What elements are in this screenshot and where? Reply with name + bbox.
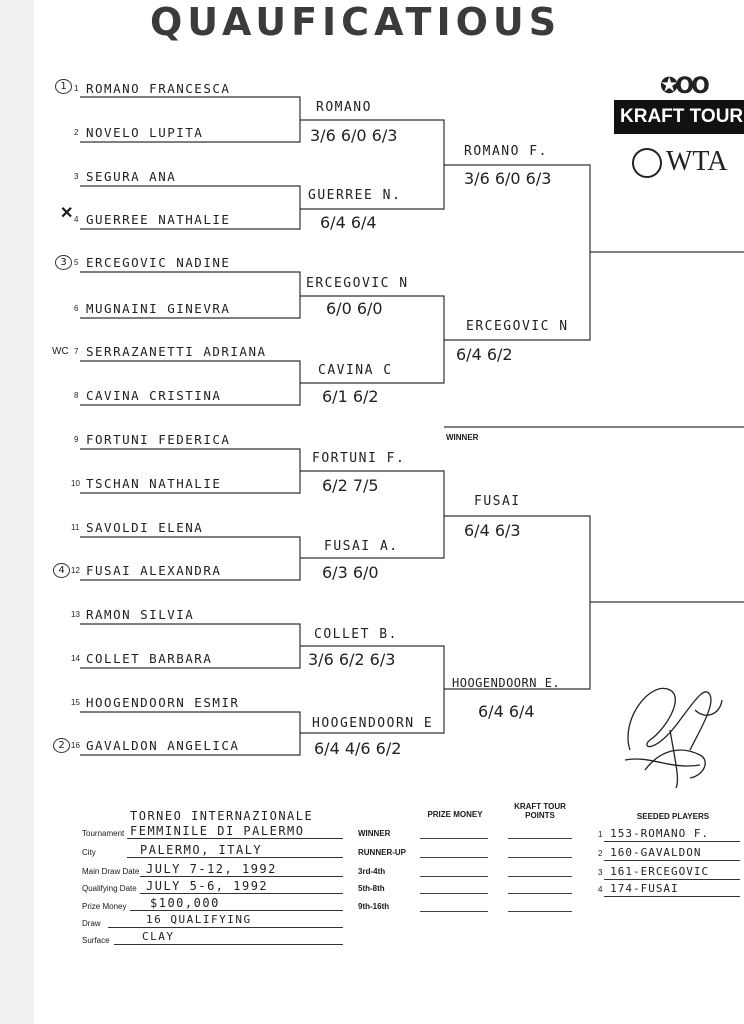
draw-number: 5 — [74, 258, 79, 267]
draw-number: 4 — [74, 215, 79, 224]
winner-name: COLLET B. — [314, 627, 398, 642]
match-score: 6/0 6/0 — [326, 299, 383, 318]
winner-name: CAVINA C — [318, 363, 393, 378]
points-line — [508, 857, 572, 858]
seeded-player — [598, 865, 709, 878]
underline — [604, 841, 740, 842]
match-score: 6/4 4/6 6/2 — [314, 739, 402, 758]
seed-number: 4 — [598, 885, 603, 894]
draw-number: 11 — [71, 523, 80, 532]
match-score: 6/4 6/3 — [464, 521, 521, 540]
winner-name: GUERREE N. — [308, 188, 402, 203]
underline — [140, 876, 343, 877]
prize-money-header: PRIZE MONEY — [427, 810, 483, 819]
underline — [108, 927, 343, 928]
entry-name: COLLET BARBARA — [86, 651, 213, 666]
seed-ranking: 153-ROMANO F. — [610, 827, 710, 840]
draw-number: 6 — [74, 304, 79, 313]
underline — [130, 910, 343, 911]
seeded-players-header: SEEDED PLAYERS — [636, 812, 710, 821]
prize-money-value: $100,000 — [150, 896, 220, 910]
draw-number: 10 — [71, 479, 80, 488]
draw-number: 12 — [71, 566, 80, 575]
draw-number: 8 — [74, 391, 79, 400]
prize-line — [420, 838, 488, 839]
prize-row-label: WINNER — [358, 829, 391, 838]
draw-label: Draw — [82, 919, 101, 928]
draw-number: 16 — [71, 741, 80, 750]
entry-name: GAVALDON ANGELICA — [86, 738, 240, 753]
referee-signature — [610, 660, 730, 790]
entry-name: TSCHAN NATHALIE — [86, 476, 222, 491]
prize-line — [420, 876, 488, 877]
underline — [127, 838, 343, 839]
prize-row-label: 5th-8th — [358, 884, 385, 893]
tournament-label: Tournament — [82, 829, 125, 838]
entry-name: SEGURA ANA — [86, 169, 177, 184]
entry-name: HOOGENDOORN ESMIR — [86, 695, 240, 710]
draw-number: 2 — [74, 128, 79, 137]
main-draw-value: JULY 7-12, 1992 — [146, 862, 277, 876]
winner-name: FUSAI A. — [324, 539, 399, 554]
points-line — [508, 838, 572, 839]
draw-number: 1 — [74, 84, 79, 93]
underline — [604, 896, 740, 897]
match-score: 3/6 6/0 6/3 — [310, 126, 398, 145]
prize-money-label: Prize Money — [82, 902, 127, 911]
tournament-name-line-1: TORNEO INTERNAZIONALE — [130, 809, 314, 823]
seed-ranking: 174-FUSAI — [610, 882, 679, 895]
points-line — [508, 911, 572, 912]
entry-name: GUERREE NATHALIE — [86, 212, 231, 227]
seed-badge: 1 — [55, 79, 72, 94]
prize-line — [420, 893, 488, 894]
winner-name: ROMANO F. — [464, 144, 548, 159]
entry-name: ERCEGOVIC NADINE — [86, 255, 231, 270]
page-title: QUAUFICATIOUS — [150, 0, 562, 44]
seed-badge: 3 — [55, 255, 72, 270]
qualifying-date-value: JULY 5-6, 1992 — [146, 879, 269, 893]
underline — [127, 857, 343, 858]
entry-name: SAVOLDI ELENA — [86, 520, 204, 535]
seed-number: 2 — [598, 849, 603, 858]
tournament-name-line-2: FEMMINILE DI PALERMO — [130, 824, 305, 838]
draw-number: 9 — [74, 435, 79, 444]
match-score: 3/6 6/0 6/3 — [464, 169, 552, 188]
entry-name: FORTUNI FEDERICA — [86, 432, 231, 447]
winner-name: ROMANO — [316, 100, 372, 115]
points-line — [508, 893, 572, 894]
underline — [604, 879, 740, 880]
seeded-player — [598, 882, 679, 895]
draw-number: 15 — [71, 698, 80, 707]
winner-name: FORTUNI F. — [312, 451, 406, 466]
prize-row-label: RUNNER-UP — [358, 848, 406, 857]
match-score: 6/2 7/5 — [322, 476, 379, 495]
match-score: 6/4 6/4 — [320, 213, 377, 232]
entry-name: MUGNAINI GINEVRA — [86, 301, 231, 316]
seeded-player — [598, 846, 702, 859]
underline — [604, 860, 740, 861]
surface-label: Surface — [82, 936, 110, 945]
main-draw-label: Main Draw Date — [82, 867, 140, 876]
entry-name: ROMANO FRANCESCA — [86, 81, 231, 96]
draw-number: 7 — [74, 347, 79, 356]
kraft-logo-icon: ✪OO — [660, 74, 707, 99]
winner-name: ERCEGOVIC N — [466, 319, 569, 334]
prize-line — [420, 857, 488, 858]
draw-value: 16 QUALIFYING — [146, 913, 252, 926]
prize-line — [420, 911, 488, 912]
seed-ranking: 160-GAVALDON — [610, 846, 702, 859]
points-header: KRAFT TOUR POINTS — [514, 802, 566, 820]
match-score: 6/4 6/4 — [478, 702, 535, 721]
match-score: 6/4 6/2 — [456, 345, 513, 364]
wta-logo: WTA — [666, 146, 728, 177]
seed-badge: 4 — [53, 563, 70, 578]
prize-row-label: 3rd-4th — [358, 867, 386, 876]
seed-ranking: 161-ERCEGOVIC — [610, 865, 710, 878]
city-value: PALERMO, ITALY — [140, 843, 263, 857]
lucky-loser-mark-icon: ✕ — [60, 205, 74, 222]
match-score: 3/6 6/2 6/3 — [308, 650, 396, 669]
prize-row-label: 9th-16th — [358, 902, 390, 911]
winner-name: HOOGENDOORN E — [312, 716, 434, 731]
underline — [114, 944, 343, 945]
draw-number: 14 — [71, 654, 80, 663]
entry-name: CAVINA CRISTINA — [86, 388, 222, 403]
surface-value: CLAY — [142, 930, 175, 943]
winner-name: ERCEGOVIC N — [306, 276, 409, 291]
seed-badge: 2 — [53, 738, 70, 753]
match-score: 6/3 6/0 — [322, 563, 379, 582]
winner-label: WINNER — [446, 433, 479, 442]
city-label: City — [82, 848, 96, 857]
entry-name: SERRAZANETTI ADRIANA — [86, 344, 267, 359]
qualifying-date-label: Qualifying Date — [82, 884, 137, 893]
entry-name: FUSAI ALEXANDRA — [86, 563, 222, 578]
draw-number: 3 — [74, 172, 79, 181]
seed-number: 1 — [598, 830, 603, 839]
draw-number: 13 — [71, 610, 80, 619]
entry-name: RAMON SILVIA — [86, 607, 195, 622]
entry-name: NOVELO LUPITA — [86, 125, 204, 140]
kraft-tour-logo: KRAFT TOUR — [614, 100, 744, 134]
seeded-player — [598, 827, 709, 840]
winner-name: HOOGENDOORN E. — [452, 676, 561, 690]
underline — [140, 893, 343, 894]
points-line — [508, 876, 572, 877]
match-score: 6/1 6/2 — [322, 387, 379, 406]
wildcard-tag: WC — [52, 346, 69, 357]
winner-name: FUSAI — [474, 494, 521, 509]
seed-number: 3 — [598, 868, 603, 877]
